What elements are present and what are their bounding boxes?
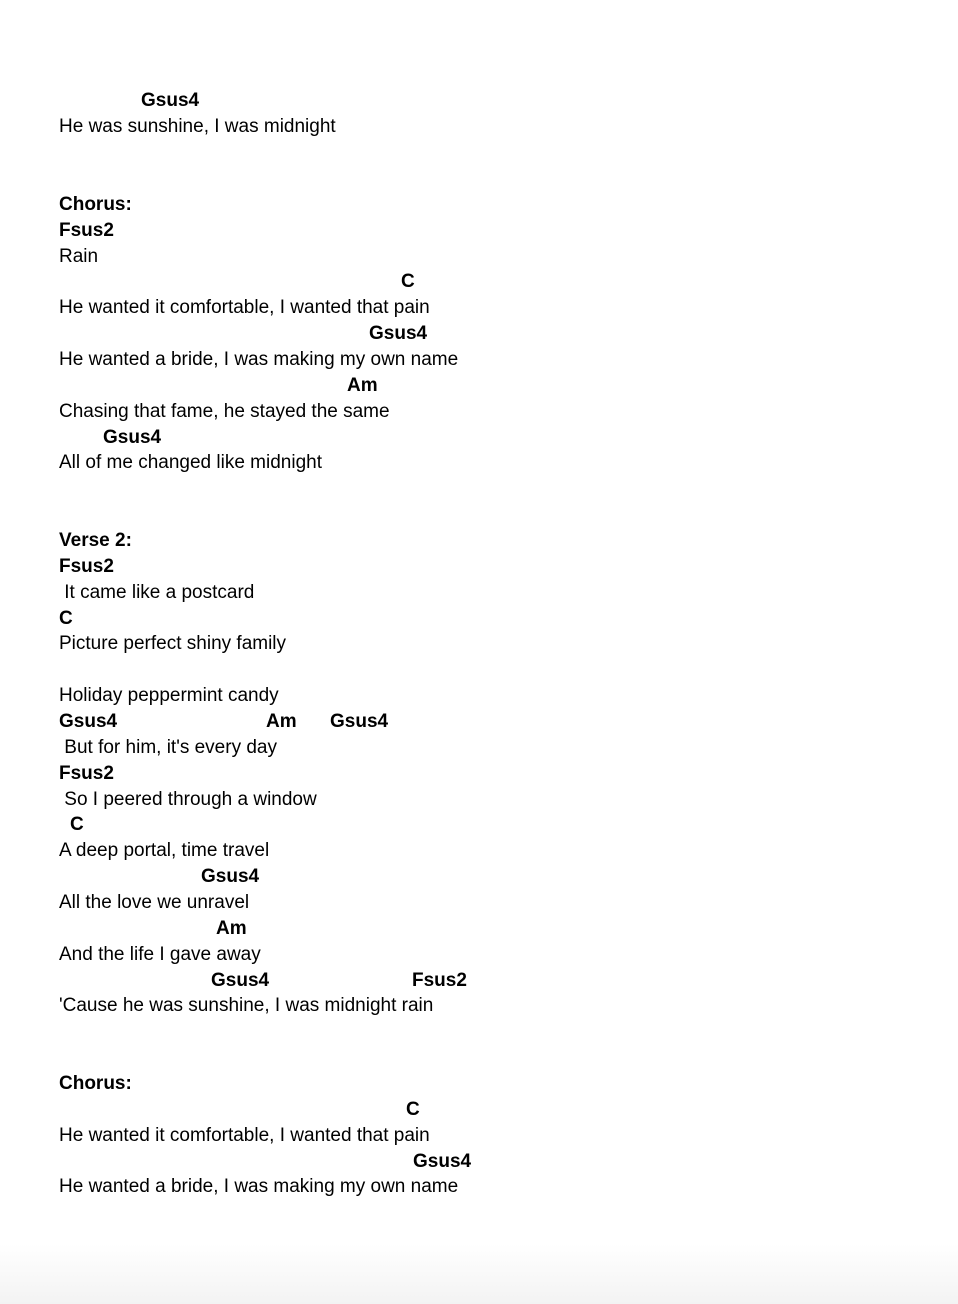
lyric-line: Holiday peppermint candy — [59, 685, 279, 706]
chord: C — [406, 1099, 420, 1120]
chord: Gsus4 — [201, 866, 260, 887]
chord: Am — [347, 375, 378, 396]
lyric-line: He was sunshine, I was midnight — [59, 116, 336, 137]
chord: Gsus4 — [211, 970, 270, 991]
chord: Gsus4 — [369, 323, 428, 344]
lyric-line: He wanted it comfortable, I wanted that pain — [59, 297, 430, 318]
chord: Fsus2 — [59, 556, 114, 577]
lyric-line: But for him, it's every day — [59, 737, 277, 758]
lyric-line: Picture perfect shiny family — [59, 633, 287, 654]
chord: Am — [266, 711, 297, 732]
lyric-line: He wanted it comfortable, I wanted that pain — [59, 1125, 430, 1146]
chord: Fsus2 — [59, 220, 114, 241]
chord: Gsus4 — [413, 1151, 472, 1172]
lyric-line: A deep portal, time travel — [59, 840, 270, 861]
chord: Gsus4 — [59, 711, 118, 732]
lyric-line: All the love we unravel — [59, 892, 250, 913]
chord: Gsus4 — [330, 711, 389, 732]
chord: Fsus2 — [59, 763, 114, 784]
section-heading: Chorus: — [59, 194, 132, 215]
lyric-line: It came like a postcard — [59, 582, 255, 603]
lyric-line: He wanted a bride, I was making my own name — [59, 1176, 459, 1197]
lyric-line: 'Cause he was sunshine, I was midnight rain — [59, 995, 434, 1016]
chord: Fsus2 — [412, 970, 467, 991]
lyric-line: And the life I gave away — [59, 944, 261, 965]
lyric-line: Rain — [59, 246, 99, 267]
page-bottom-shade — [0, 1244, 958, 1304]
chord: Gsus4 — [141, 90, 200, 111]
chord: Am — [216, 918, 247, 939]
chord: C — [70, 814, 84, 835]
section-heading: Verse 2: — [59, 530, 132, 551]
lyric-line: So I peered through a window — [59, 789, 317, 810]
lyric-line: All of me changed like midnight — [59, 452, 322, 473]
chord: Gsus4 — [103, 427, 162, 448]
chord: C — [59, 608, 73, 629]
chord: C — [401, 271, 415, 292]
lyric-line: Chasing that fame, he stayed the same — [59, 401, 390, 422]
lyric-line: He wanted a bride, I was making my own name — [59, 349, 459, 370]
section-heading: Chorus: — [59, 1073, 132, 1094]
